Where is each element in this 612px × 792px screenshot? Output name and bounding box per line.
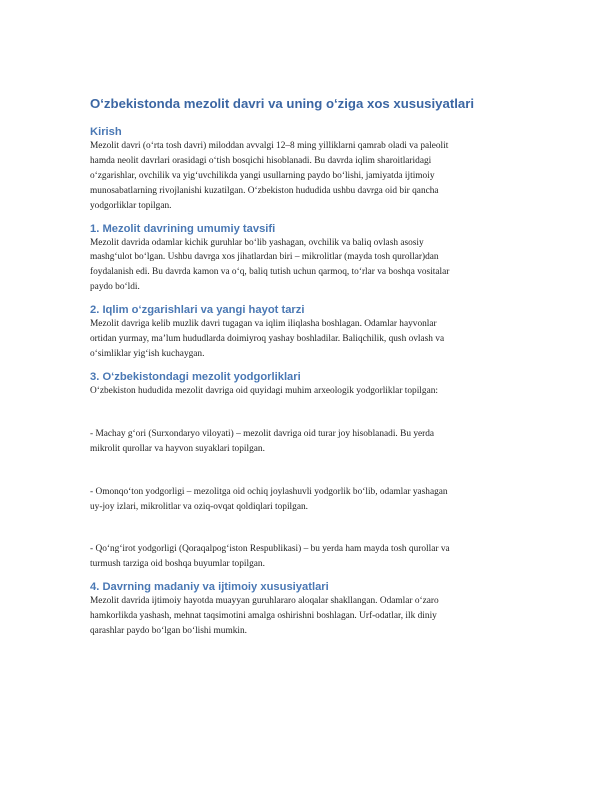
document-title: O‘zbekistonda mezolit davri va uning o‘ziga xos xususiyatlari	[90, 96, 475, 111]
paragraph-line: Mezolit davrida odamlar kichik guruhlar bo‘lib yashagan, ovchilik va baliq ovlash asosiy	[90, 237, 424, 248]
paragraph-line: qarashlar paydo bo‘lgan bo‘lishi mumkin.	[90, 626, 247, 637]
document-page	[90, 96, 522, 639]
list-item-qongirot	[90, 542, 522, 572]
paragraph-line: ortidan yurmay, ma’lum hududlarda doimiyroq yashay boshladilar. Baliqchilik, qush ovlash va	[90, 334, 445, 345]
list-item-line: uy-joy izlari, mikrolitlar va oziq-ovqat qoldiqlari topilgan.	[90, 501, 308, 512]
paragraph-line: paydo bo‘ldi.	[90, 282, 140, 293]
paragraph-line: O‘zbekiston hududida mezolit davriga oid quyidagi muhim arxeologik yodgorliklar topilgan:	[90, 385, 438, 396]
section-heading-iqlim: 2. Iqlim o‘zgarishlari va yangi hayot tarzi	[90, 304, 305, 317]
paragraph-line: hamda neolit davrlari orasidagi o‘tish bosqichi hisoblanadi. Bu davrda iqlim sharoitlaridagi	[90, 155, 432, 166]
paragraph-line: yodgorliklar topilgan.	[90, 200, 172, 211]
list-item-line: mikrolit qurollar va hayvon suyaklari topilgan.	[90, 443, 265, 454]
paragraph-line: Mezolit davri (o‘rta tosh davri) miloddan avvalgi 12–8 ming yilliklarni qamrab oladi va paleolit	[90, 141, 449, 151]
list-item-line: - Machay g‘ori (Surxondaryo viloyati) – mezolit davriga oid turar joy hisoblanadi. Bu yerda	[90, 428, 435, 439]
section-heading-madaniy: 4. Davrning madaniy va ijtimoiy xususiyatlari	[90, 581, 329, 594]
paragraph-line: mashg‘ulot bo‘lgan. Ushbu davrga xos jihatlardan biri – mikrolitlar (mayda tosh qurollar)dan	[90, 252, 439, 263]
list-item-line: turmush tarziga oid boshqa buyumlar topilgan.	[90, 559, 265, 570]
paragraph-line: o‘zgarishlar, ovchilik va yig‘uvchilikda yangi usullarning paydo bo‘lishi, jamiyatda ijtimoiy	[90, 170, 435, 181]
paragraph-line: Mezolit davrida ijtimoiy hayotda muayyan guruhlararo aloqalar shakllangan. Odamlar o‘zaro	[90, 596, 439, 607]
section-paragraph-kirish	[90, 139, 522, 214]
section-paragraph-umumiy-tavsif	[90, 236, 522, 296]
paragraph-line: foydalanish edi. Bu davrda kamon va o‘q, baliq tutish uchun qarmoq, to‘rlar va boshqa vositalar	[90, 267, 450, 278]
paragraph-line: o‘simliklar yig‘ish kuchaygan.	[90, 348, 205, 359]
section-heading-yodgorliklar: 3. O‘zbekistondagi mezolit yodgorliklari	[90, 370, 301, 383]
section-paragraph-madaniy	[90, 594, 522, 639]
list-item-line: - Qo‘ng‘irot yodgorligi (Qoraqalpog‘iston Respublikasi) – bu yerda ham mayda tosh qurollar va	[90, 544, 450, 555]
list-item-machay	[90, 427, 522, 457]
list-item-line: - Omonqo‘ton yodgorligi – mezolitga oid ochiq joylashuvli yodgorlik bo‘lib, odamlar yashagan	[90, 486, 448, 497]
paragraph-line: hamkorlikda yashash, mehnat taqsimotini amalga oshirishni boshlagan. Urf-odatlar, ilk diniy	[90, 611, 437, 622]
section-paragraph-iqlim	[90, 317, 522, 362]
paragraph-line: Mezolit davriga kelib muzlik davri tugagan va iqlim iliqlasha boshlagan. Odamlar hayvonlar	[90, 319, 437, 330]
list-item-omonqoton	[90, 485, 522, 515]
section-heading-umumiy-tavsif: 1. Mezolit davrining umumiy tavsifi	[90, 222, 276, 235]
paragraph-line: munosabatlarning rivojlanishi kuzatilgan. O‘zbekiston hududida ushbu davrga oid bir qancha	[90, 185, 439, 196]
section-intro-yodgorliklar	[90, 384, 522, 399]
section-heading-kirish: Kirish	[90, 126, 122, 138]
